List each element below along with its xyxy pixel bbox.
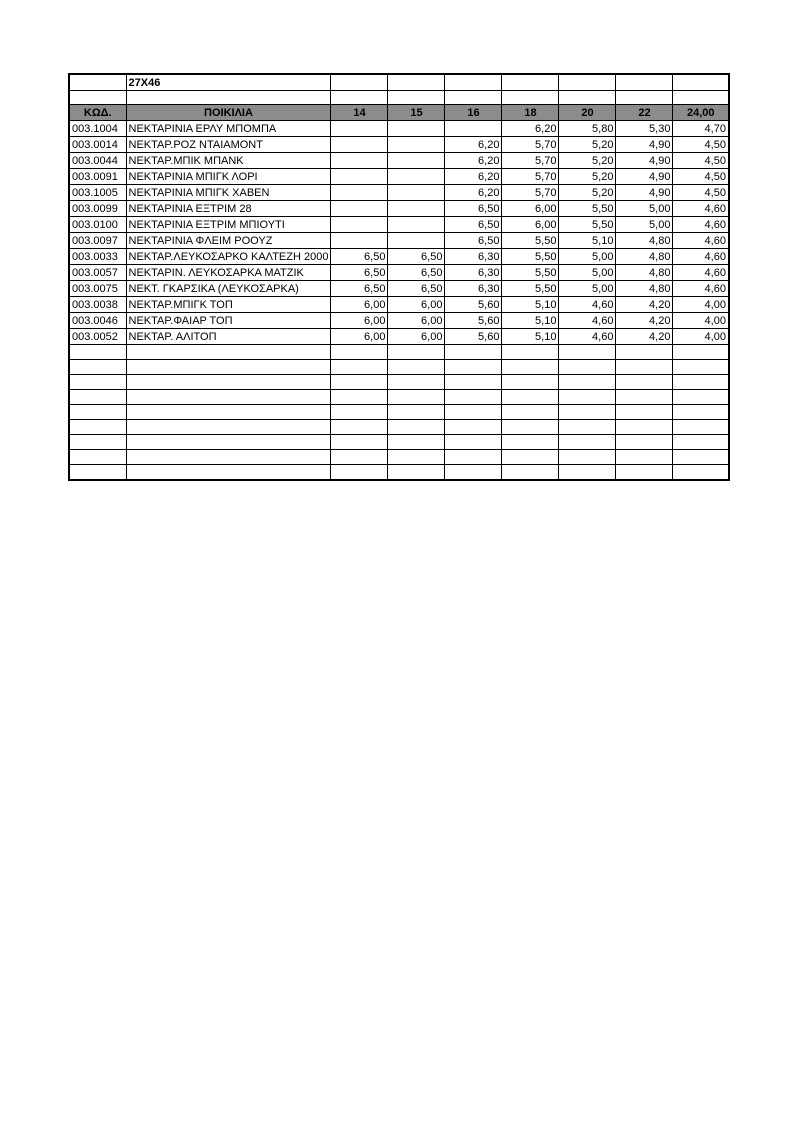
price-cell: 4,50 xyxy=(673,153,729,169)
empty-cell xyxy=(331,375,388,390)
product-code: 003.0091 xyxy=(69,169,126,185)
empty-cell xyxy=(445,345,502,360)
empty-cell xyxy=(445,375,502,390)
product-code: 003.1005 xyxy=(69,185,126,201)
empty-cell xyxy=(502,390,559,405)
price-cell: 4,20 xyxy=(616,313,673,329)
price-cell: 5,70 xyxy=(502,153,559,169)
price-cell: 6,30 xyxy=(445,281,502,297)
empty-cell xyxy=(445,465,502,481)
price-cell: 5,20 xyxy=(559,137,616,153)
price-cell: 6,50 xyxy=(445,201,502,217)
price-cell: 6,00 xyxy=(502,217,559,233)
price-cell: 6,00 xyxy=(388,297,445,313)
price-cell: 5,00 xyxy=(559,265,616,281)
empty-cell xyxy=(673,435,729,450)
price-cell: 6,50 xyxy=(445,217,502,233)
price-cell: 5,60 xyxy=(445,297,502,313)
empty-cell xyxy=(69,420,126,435)
empty-cell xyxy=(69,465,126,481)
empty-cell xyxy=(331,465,388,481)
price-cell: 6,50 xyxy=(331,249,388,265)
product-code: 003.0099 xyxy=(69,201,126,217)
table-row xyxy=(69,281,729,297)
empty-cell xyxy=(445,450,502,465)
header-size: 20 xyxy=(559,105,616,121)
header-size: 18 xyxy=(502,105,559,121)
empty-cell xyxy=(388,360,445,375)
price-cell xyxy=(331,121,388,137)
title-row xyxy=(69,74,729,91)
price-cell xyxy=(331,217,388,233)
price-cell xyxy=(388,169,445,185)
product-name: ΝΕΚΤΑΡ.ΜΠΙΓΚ ΤΟΠ xyxy=(126,297,331,313)
table-row xyxy=(69,121,729,137)
product-code: 003.0014 xyxy=(69,137,126,153)
price-cell xyxy=(331,185,388,201)
price-cell: 4,90 xyxy=(616,137,673,153)
table-row xyxy=(69,265,729,281)
empty-cell xyxy=(673,375,729,390)
price-cell xyxy=(388,137,445,153)
price-cell: 4,80 xyxy=(616,233,673,249)
price-cell xyxy=(388,201,445,217)
product-name: ΝΕΚΤ. ΓΚΑΡΣΙΚΑ (ΛΕΥΚΟΣΑΡΚΑ) xyxy=(126,281,331,297)
price-cell: 5,10 xyxy=(502,313,559,329)
empty-cell xyxy=(502,450,559,465)
empty-row xyxy=(69,375,729,390)
price-cell xyxy=(331,201,388,217)
empty-cell xyxy=(388,420,445,435)
table-row xyxy=(69,169,729,185)
empty-cell xyxy=(559,375,616,390)
price-cell: 4,80 xyxy=(616,281,673,297)
empty-cell xyxy=(126,375,331,390)
empty-cell xyxy=(673,465,729,481)
header-size: 14 xyxy=(331,105,388,121)
price-cell xyxy=(445,121,502,137)
empty-cell xyxy=(502,345,559,360)
empty-cell xyxy=(126,465,331,481)
price-cell xyxy=(388,185,445,201)
price-cell: 5,00 xyxy=(616,217,673,233)
empty-row xyxy=(69,465,729,481)
price-cell xyxy=(331,137,388,153)
price-cell: 6,20 xyxy=(445,137,502,153)
price-cell: 5,10 xyxy=(559,233,616,249)
price-cell: 5,00 xyxy=(616,201,673,217)
product-code: 003.0052 xyxy=(69,329,126,345)
price-cell: 6,00 xyxy=(388,313,445,329)
empty-cell xyxy=(616,435,673,450)
empty-cell xyxy=(69,375,126,390)
empty-cell xyxy=(445,435,502,450)
price-cell: 6,50 xyxy=(388,265,445,281)
price-cell: 5,20 xyxy=(559,169,616,185)
price-cell: 5,70 xyxy=(502,169,559,185)
table-row xyxy=(69,313,729,329)
product-name: ΝΕΚΤΑΡΙΝ. ΛΕΥΚΟΣΑΡΚΑ ΜΑΤΖΙΚ xyxy=(126,265,331,281)
empty-cell xyxy=(331,345,388,360)
empty-cell xyxy=(126,405,331,420)
empty-cell xyxy=(673,390,729,405)
price-cell: 5,20 xyxy=(559,185,616,201)
price-cell xyxy=(388,217,445,233)
empty-cell xyxy=(126,435,331,450)
empty-cell xyxy=(126,450,331,465)
price-cell: 5,00 xyxy=(559,249,616,265)
price-cell: 4,90 xyxy=(616,185,673,201)
header-code: ΚΩΔ. xyxy=(69,105,126,121)
price-cell: 6,50 xyxy=(331,265,388,281)
product-name: ΝΕΚΤΑΡ.ΡΟΖ ΝΤΑΙΑΜΟΝΤ xyxy=(126,137,331,153)
product-name: ΝΕΚΤΑΡΙΝΙΑ ΕΡΛΥ ΜΠΟΜΠΑ xyxy=(126,121,331,137)
header-variety: ΠΟΙΚΙΛΙΑ xyxy=(126,105,331,121)
price-cell: 6,20 xyxy=(445,153,502,169)
price-cell: 6,00 xyxy=(502,201,559,217)
empty-cell xyxy=(616,345,673,360)
header-row xyxy=(69,105,729,121)
product-code: 003.0046 xyxy=(69,313,126,329)
price-cell xyxy=(388,153,445,169)
empty-row xyxy=(69,420,729,435)
product-name: ΝΕΚΤΑΡΙΝΙΑ ΦΛΕΙΜ ΡΟΟΥΖ xyxy=(126,233,331,249)
empty-cell xyxy=(502,435,559,450)
empty-cell xyxy=(388,390,445,405)
header-size: 16 xyxy=(445,105,502,121)
price-cell: 5,50 xyxy=(502,249,559,265)
price-cell: 6,00 xyxy=(331,297,388,313)
price-cell: 4,00 xyxy=(673,313,729,329)
price-cell: 5,50 xyxy=(559,201,616,217)
table-row xyxy=(69,201,729,217)
price-cell: 6,20 xyxy=(502,121,559,137)
empty-cell xyxy=(69,345,126,360)
empty-row xyxy=(69,360,729,375)
price-cell: 5,30 xyxy=(616,121,673,137)
price-cell: 6,30 xyxy=(445,249,502,265)
empty-cell xyxy=(388,405,445,420)
price-cell: 4,60 xyxy=(559,313,616,329)
price-cell: 5,70 xyxy=(502,185,559,201)
empty-cell xyxy=(559,405,616,420)
empty-row xyxy=(69,450,729,465)
price-cell: 6,00 xyxy=(388,329,445,345)
price-cell: 6,00 xyxy=(331,329,388,345)
empty-cell xyxy=(673,405,729,420)
product-name: ΝΕΚΤΑΡ. ΑΛΙΤΟΠ xyxy=(126,329,331,345)
price-cell: 4,70 xyxy=(673,121,729,137)
price-cell: 4,50 xyxy=(673,169,729,185)
empty-cell xyxy=(616,420,673,435)
price-cell xyxy=(388,121,445,137)
price-cell: 4,60 xyxy=(673,281,729,297)
empty-cell xyxy=(616,405,673,420)
empty-row xyxy=(69,405,729,420)
empty-cell xyxy=(673,360,729,375)
price-cell: 4,80 xyxy=(616,265,673,281)
price-cell: 5,50 xyxy=(502,233,559,249)
empty-cell xyxy=(673,420,729,435)
table-row xyxy=(69,153,729,169)
product-code: 003.0100 xyxy=(69,217,126,233)
product-code: 003.1004 xyxy=(69,121,126,137)
product-name: ΝΕΚΤΑΡ.ΦΑΙΑΡ ΤΟΠ xyxy=(126,313,331,329)
empty-cell xyxy=(69,435,126,450)
price-cell xyxy=(388,233,445,249)
price-cell: 4,60 xyxy=(673,217,729,233)
empty-cell xyxy=(502,375,559,390)
price-cell: 4,50 xyxy=(673,137,729,153)
header-size: 24,00 xyxy=(673,105,729,121)
empty-cell xyxy=(559,345,616,360)
price-cell xyxy=(331,169,388,185)
price-cell xyxy=(331,153,388,169)
price-cell: 4,60 xyxy=(673,233,729,249)
price-cell xyxy=(331,233,388,249)
price-cell: 5,60 xyxy=(445,329,502,345)
empty-cell xyxy=(388,375,445,390)
price-cell: 4,00 xyxy=(673,297,729,313)
price-cell: 4,60 xyxy=(673,201,729,217)
empty-cell xyxy=(69,450,126,465)
table-row xyxy=(69,137,729,153)
empty-row xyxy=(69,390,729,405)
empty-cell xyxy=(559,465,616,481)
price-cell: 5,50 xyxy=(502,281,559,297)
empty-cell xyxy=(673,345,729,360)
empty-cell xyxy=(388,465,445,481)
empty-cell xyxy=(69,390,126,405)
table-row xyxy=(69,185,729,201)
price-cell: 5,10 xyxy=(502,329,559,345)
empty-cell xyxy=(673,450,729,465)
table-row xyxy=(69,329,729,345)
empty-cell xyxy=(445,360,502,375)
empty-cell xyxy=(616,465,673,481)
price-cell: 6,20 xyxy=(445,185,502,201)
empty-cell xyxy=(445,405,502,420)
product-code: 003.0057 xyxy=(69,265,126,281)
price-cell: 4,90 xyxy=(616,169,673,185)
product-name: ΝΕΚΤΑΡΙΝΙΑ ΜΠΙΓΚ ΛΟΡΙ xyxy=(126,169,331,185)
empty-cell xyxy=(126,420,331,435)
header-size: 15 xyxy=(388,105,445,121)
empty-cell xyxy=(445,390,502,405)
price-cell: 4,00 xyxy=(673,329,729,345)
empty-cell xyxy=(331,435,388,450)
price-cell: 4,20 xyxy=(616,297,673,313)
price-cell: 5,50 xyxy=(502,265,559,281)
price-cell: 5,50 xyxy=(559,217,616,233)
empty-cell xyxy=(331,420,388,435)
empty-row xyxy=(69,435,729,450)
empty-cell xyxy=(126,360,331,375)
empty-cell xyxy=(331,450,388,465)
empty-cell xyxy=(331,360,388,375)
price-cell: 6,50 xyxy=(388,281,445,297)
product-code: 003.0097 xyxy=(69,233,126,249)
price-cell: 5,70 xyxy=(502,137,559,153)
empty-cell xyxy=(559,435,616,450)
price-cell: 6,00 xyxy=(331,313,388,329)
empty-cell xyxy=(616,390,673,405)
price-cell: 4,60 xyxy=(673,249,729,265)
product-name: ΝΕΚΤΑΡΙΝΙΑ ΕΞΤΡΙΜ ΜΠΙΟΥΤΙ xyxy=(126,217,331,233)
table-row xyxy=(69,249,729,265)
product-name: ΝΕΚΤΑΡ.ΜΠΙΚ ΜΠΑΝΚ xyxy=(126,153,331,169)
empty-cell xyxy=(388,435,445,450)
empty-cell xyxy=(616,360,673,375)
price-cell: 5,00 xyxy=(559,281,616,297)
product-name: ΝΕΚΤΑΡΙΝΙΑ ΕΞΤΡΙΜ 28 xyxy=(126,201,331,217)
empty-cell xyxy=(559,450,616,465)
header-size: 22 xyxy=(616,105,673,121)
empty-cell xyxy=(388,450,445,465)
empty-cell xyxy=(559,390,616,405)
product-name: ΝΕΚΤΑΡΙΝΙΑ ΜΠΙΓΚ ΧΑΒΕΝ xyxy=(126,185,331,201)
price-cell: 6,50 xyxy=(331,281,388,297)
product-code: 003.0033 xyxy=(69,249,126,265)
table-row xyxy=(69,233,729,249)
price-table xyxy=(68,73,730,481)
empty-cell xyxy=(331,405,388,420)
price-cell: 5,60 xyxy=(445,313,502,329)
empty-row xyxy=(69,345,729,360)
price-cell: 4,60 xyxy=(559,297,616,313)
empty-cell xyxy=(502,405,559,420)
price-cell: 4,80 xyxy=(616,249,673,265)
sheet-title: 27X46 xyxy=(126,74,331,91)
empty-cell xyxy=(502,360,559,375)
price-cell: 4,90 xyxy=(616,153,673,169)
price-cell: 4,20 xyxy=(616,329,673,345)
spacer-row xyxy=(69,91,729,105)
empty-cell xyxy=(69,405,126,420)
price-cell: 6,50 xyxy=(388,249,445,265)
empty-cell xyxy=(502,420,559,435)
empty-cell xyxy=(126,345,331,360)
empty-cell xyxy=(616,375,673,390)
price-cell: 6,50 xyxy=(445,233,502,249)
product-name: ΝΕΚΤΑΡ.ΛΕΥΚΟΣΑΡΚΟ ΚΑΛΤΕΖΗ 2000 xyxy=(126,249,331,265)
price-cell: 4,60 xyxy=(673,265,729,281)
empty-cell xyxy=(559,420,616,435)
table-row xyxy=(69,217,729,233)
product-code: 003.0044 xyxy=(69,153,126,169)
price-cell: 6,30 xyxy=(445,265,502,281)
empty-cell xyxy=(616,450,673,465)
empty-cell xyxy=(331,390,388,405)
empty-cell xyxy=(559,360,616,375)
empty-cell xyxy=(126,390,331,405)
empty-cell xyxy=(388,345,445,360)
price-cell: 4,50 xyxy=(673,185,729,201)
product-code: 003.0038 xyxy=(69,297,126,313)
empty-cell xyxy=(69,360,126,375)
price-cell: 4,60 xyxy=(559,329,616,345)
price-cell: 5,20 xyxy=(559,153,616,169)
product-code: 003.0075 xyxy=(69,281,126,297)
price-cell: 5,80 xyxy=(559,121,616,137)
table-row xyxy=(69,297,729,313)
empty-cell xyxy=(502,465,559,481)
empty-cell xyxy=(445,420,502,435)
price-cell: 6,20 xyxy=(445,169,502,185)
price-cell: 5,10 xyxy=(502,297,559,313)
